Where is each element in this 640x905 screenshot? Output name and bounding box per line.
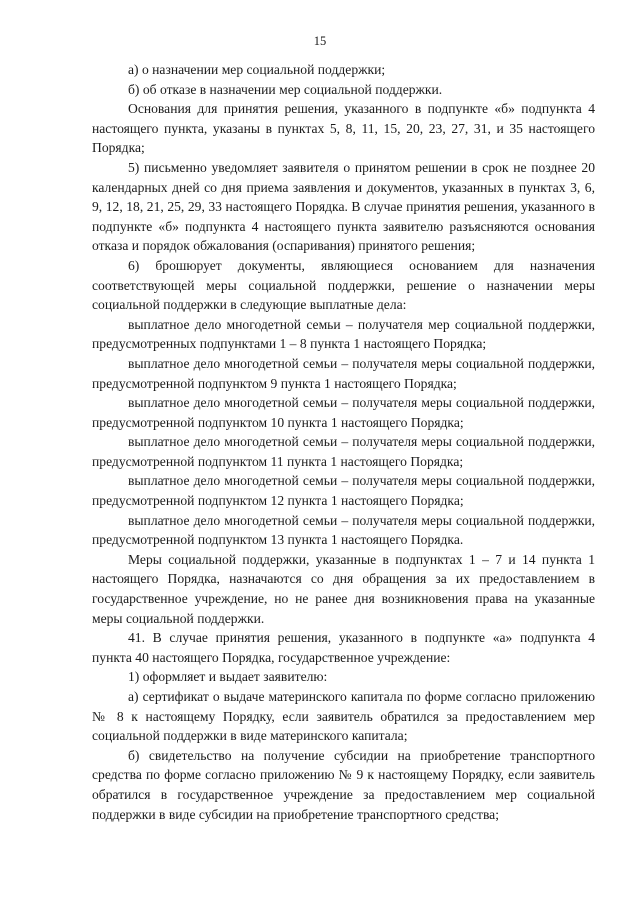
paragraph: а) о назначении мер социальной поддержки;: [128, 62, 386, 77]
paragraph: Меры социальной поддержки, указанные в подпунктах 1 – 7 и 14 пункта 1 настоящего Порядка, назначаются со дня обращения за их предоставлением в государственное учреждение, но не ранее дня возникновения права на указанные меры социальной поддержки.: [92, 551, 595, 626]
document-body: [92, 60, 595, 824]
paragraph: 41. В случае принятия решения, указанного в подпункте «а» подпункта 4 пункта 40 настоящего Порядка, государственное учреждение:: [92, 630, 595, 665]
paragraph: 1) оформляет и выдает заявителю:: [128, 669, 328, 685]
paragraph: выплатное дело многодетной семьи – получателя меры социальной поддержки, предусмотренной подпунктом 12 пункта 1 настоящего Порядка;: [92, 473, 595, 509]
paragraph: б) свидетельство на получение субсидии на приобретение транспортного средства по форме согласно приложению № 9 к настоящему Порядку, если заявитель обратился в государственное учреждение за предоставлением мер социальной поддержки в виде субсидии на приобретение транспортного средства;: [92, 747, 595, 822]
paragraph: б) об отказе в назначении мер социальной поддержки.: [128, 81, 443, 97]
paragraph: выплатное дело многодетной семьи – получателя меры социальной поддержки, предусмотренной подпунктом 9 пункта 1 настоящего Порядка;: [92, 355, 595, 391]
page-number: 15: [313, 34, 327, 48]
paragraph: выплатное дело многодетной семьи – получателя мер социальной поддержки, предусмотренных подпунктами 1 – 8 пункта 1 настоящего Порядка;: [92, 316, 595, 352]
paragraph: выплатное дело многодетной семьи – получателя меры социальной поддержки, предусмотренной подпунктом 13 пункта 1 настоящего Порядка.: [92, 512, 595, 548]
paragraph: выплатное дело многодетной семьи – получателя меры социальной поддержки, предусмотренной подпунктом 11 пункта 1 настоящего Порядка;: [92, 434, 595, 469]
paragraph: 6) брошюрует документы, являющиеся основанием для назначения соответствующей меры социальной поддержки, решение о назначении меры социальной поддержки в следующие выплатные дела:: [92, 257, 595, 313]
paragraph: Основания для принятия решения, указанного в подпункте «б» подпункта 4 настоящего пункта, указаны в пунктах 5, 8, 11, 15, 20, 23, 27, 31, и 35 настоящего Порядка;: [92, 101, 595, 156]
paragraph: выплатное дело многодетной семьи – получателя меры социальной поддержки, предусмотренной подпунктом 10 пункта 1 настоящего Порядка;: [92, 395, 595, 430]
paragraph: 5) письменно уведомляет заявителя о принятом решении в срок не позднее 20 календарных дней со дня приема заявления и документов, указанных в пунктах 3, 6, 9, 12, 18, 21, 25, 29, 33 настоящего Порядка. В случае принятия решения, указанного в подпункте «б» подпункта 4 настоящего пункта заявителю разъясняются основания отказа и порядок обжалования (оспаривания) принятого решения;: [92, 159, 595, 254]
paragraph: а) сертификат о выдаче материнского капитала по форме согласно приложению № 8 к настоящему Порядку, если заявитель обратился за предоставлением мер социальной поддержки в виде материнского капитала;: [92, 689, 595, 744]
